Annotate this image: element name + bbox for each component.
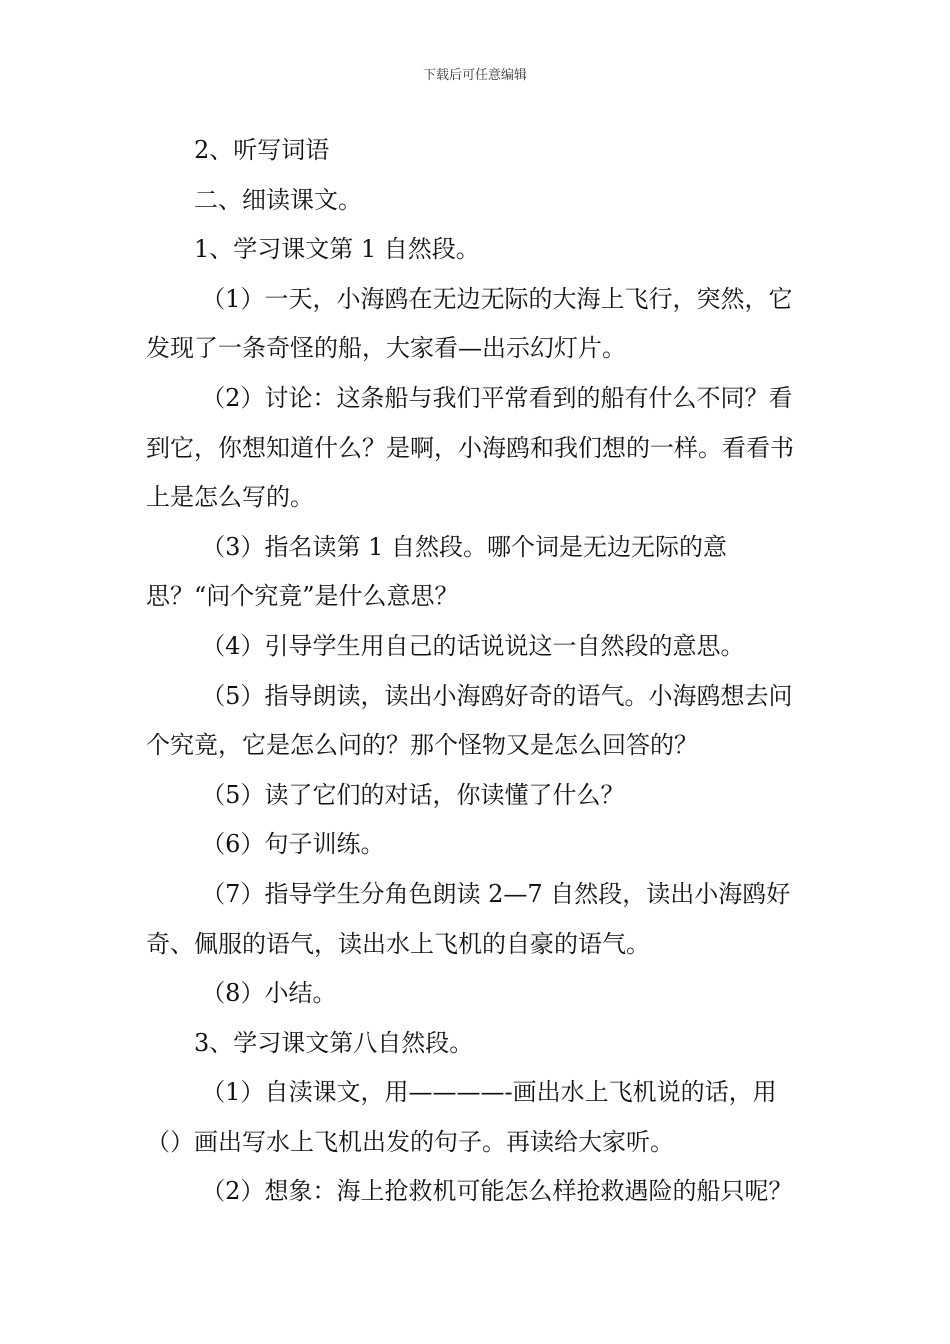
page-header: 下载后可任意编辑 [422,68,527,83]
paragraph-item-7: （7）指导学生分角色朗读 2—7 自然段，读出小海鸥好奇、佩服的语气，读出水上飞机的自豪的语气。 [146,879,791,958]
paragraph-item-8: （8）小结。 [201,979,337,1008]
paragraph-item-6: （6）句子训练。 [201,830,385,859]
paragraph-section-1-heading: 1、学习课文第 1 自然段。 [194,235,480,264]
paragraph-section-3-heading: 3、学习课文第八自然段。 [194,1028,474,1057]
paragraph-item-1: （1）一天，小海鸥在无边无际的大海上飞行，突然，它发现了一条奇怪的船，大家看—出示幻灯片。 [146,284,793,363]
paragraph-item-2: （2）讨论：这条船与我们平常看到的船有什么不同？看到它，你想知道什么？是啊，小海鸥和我们想的一样。看看书上是怎么写的。 [146,383,794,512]
paragraph-item-5a: （5）指导朗读，读出小海鸥好奇的语气。小海鸥想去问个究竟，它是怎么问的？那个怪物又是怎么回答的？ [146,681,793,760]
paragraph-section-3-item-2: （2）想象：海上抢救机可能怎么样抢救遇险的船只呢？ [201,1177,793,1206]
document-body [146,126,810,1217]
paragraph-close-reading-heading: 二、细读课文。 [194,185,362,214]
paragraph-item-5b: （5）读了它们的对话，你读懂了什么？ [201,780,625,809]
paragraph-item-4: （4）引导学生用自己的话说说这一自然段的意思。 [201,631,745,660]
paragraph-section-3-item-1: （1）自渎课文，用————-画出水上飞机说的话，用（）画出写水上飞机出发的句子。再读给大家听。 [146,1078,777,1156]
paragraph-item-3: （3）指名读第 1 自然段。哪个词是无边无际的意思？“问个究竟”是什么意思？ [146,532,727,611]
paragraph-dictation-step: 2、听写词语 [194,136,330,164]
